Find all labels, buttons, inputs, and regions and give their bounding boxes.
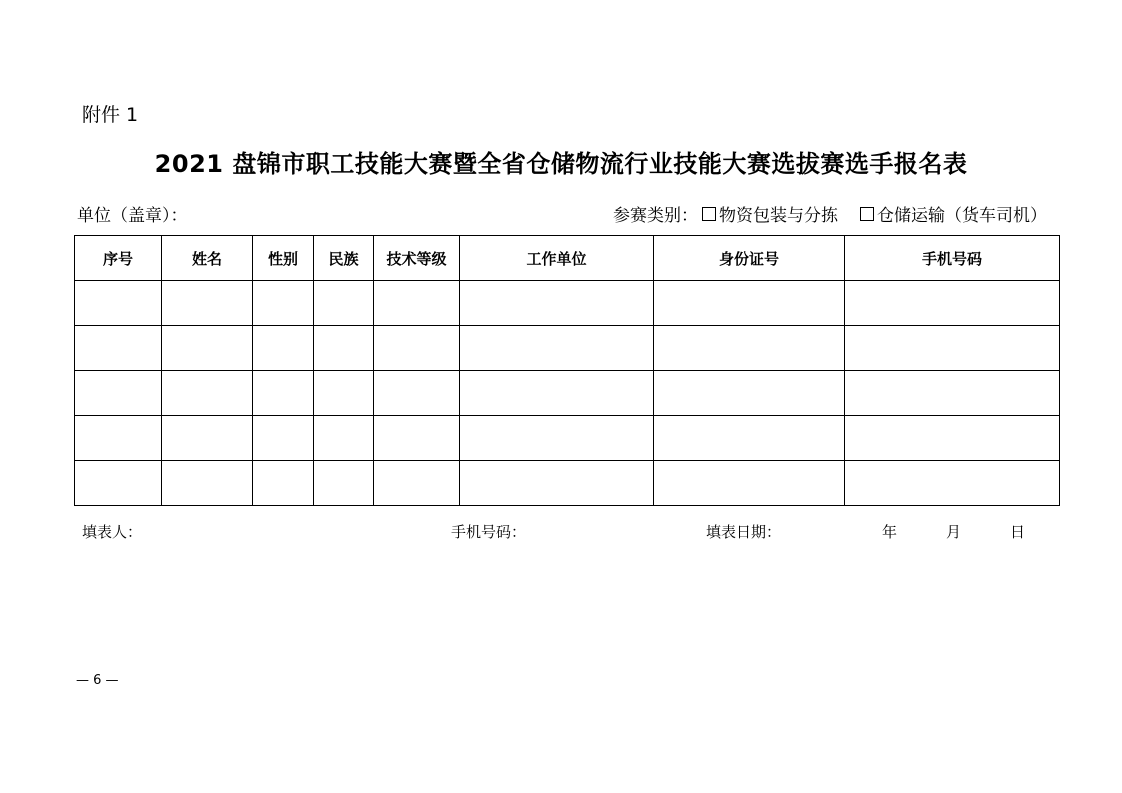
table-cell[interactable] — [162, 281, 253, 326]
header-phone: 手机号码 — [845, 236, 1060, 281]
category-selector — [613, 201, 1047, 226]
table-cell[interactable] — [654, 326, 845, 371]
checkbox-transport[interactable] — [860, 207, 874, 221]
page-number: — 6 — — [76, 673, 119, 688]
table-row — [75, 461, 1060, 506]
table-row — [75, 281, 1060, 326]
option-transport-label: 仓储运输（货车司机） — [877, 206, 1047, 226]
table-cell[interactable] — [162, 371, 253, 416]
option-packaging-label: 物资包装与分拣 — [719, 206, 838, 226]
table-cell[interactable] — [75, 416, 162, 461]
header-gender: 性别 — [253, 236, 314, 281]
header-workplace: 工作单位 — [460, 236, 654, 281]
table-row — [75, 326, 1060, 371]
table-cell[interactable] — [374, 461, 460, 506]
table-cell[interactable] — [162, 461, 253, 506]
footer-year: 年 — [882, 523, 898, 541]
table-cell[interactable] — [845, 371, 1060, 416]
header-id-number: 身份证号 — [654, 236, 845, 281]
header-skill-level: 技术等级 — [374, 236, 460, 281]
form-title: 2021 盘锦市职工技能大赛暨全省仓储物流行业技能大赛选拔赛选手报名表 — [154, 150, 968, 178]
footer-day: 日 — [1010, 523, 1026, 541]
table-cell[interactable] — [75, 371, 162, 416]
table-cell[interactable] — [845, 461, 1060, 506]
table-cell[interactable] — [253, 371, 314, 416]
table-cell[interactable] — [845, 281, 1060, 326]
table-cell[interactable] — [253, 281, 314, 326]
header-seq: 序号 — [75, 236, 162, 281]
table-cell[interactable] — [460, 416, 654, 461]
header-name: 姓名 — [162, 236, 253, 281]
table-row — [75, 371, 1060, 416]
table-cell[interactable] — [314, 416, 374, 461]
footer-date-label: 填表日期： — [706, 523, 782, 541]
table-cell[interactable] — [75, 326, 162, 371]
table-cell[interactable] — [654, 281, 845, 326]
table-cell[interactable] — [253, 461, 314, 506]
table-header-row — [75, 236, 1060, 281]
table-cell[interactable] — [374, 326, 460, 371]
table-cell[interactable] — [654, 416, 845, 461]
category-label: 参赛类别： — [613, 206, 698, 226]
table-cell[interactable] — [314, 281, 374, 326]
footer-phone-label: 手机号码： — [451, 523, 527, 541]
table-cell[interactable] — [162, 416, 253, 461]
table-cell[interactable] — [845, 416, 1060, 461]
unit-stamp-label: 单位（盖章）： — [77, 206, 188, 226]
footer-filler-label: 填表人： — [82, 523, 143, 541]
table-cell[interactable] — [460, 326, 654, 371]
table-row — [75, 416, 1060, 461]
attachment-label: 附件 1 — [82, 104, 139, 126]
table-cell[interactable] — [654, 371, 845, 416]
table-cell[interactable] — [460, 281, 654, 326]
table-cell[interactable] — [253, 326, 314, 371]
table-cell[interactable] — [314, 371, 374, 416]
table-cell[interactable] — [845, 326, 1060, 371]
table-cell[interactable] — [162, 326, 253, 371]
header-ethnicity: 民族 — [314, 236, 374, 281]
table-cell[interactable] — [374, 281, 460, 326]
registration-table — [74, 235, 1060, 506]
table-cell[interactable] — [374, 416, 460, 461]
table-cell[interactable] — [314, 461, 374, 506]
checkbox-packaging[interactable] — [702, 207, 716, 221]
table-cell[interactable] — [460, 371, 654, 416]
table-cell[interactable] — [75, 281, 162, 326]
table-cell[interactable] — [374, 371, 460, 416]
table-cell[interactable] — [75, 461, 162, 506]
table-cell[interactable] — [654, 461, 845, 506]
table-cell[interactable] — [460, 461, 654, 506]
footer-month: 月 — [946, 523, 962, 541]
table-cell[interactable] — [314, 326, 374, 371]
table-cell[interactable] — [253, 416, 314, 461]
